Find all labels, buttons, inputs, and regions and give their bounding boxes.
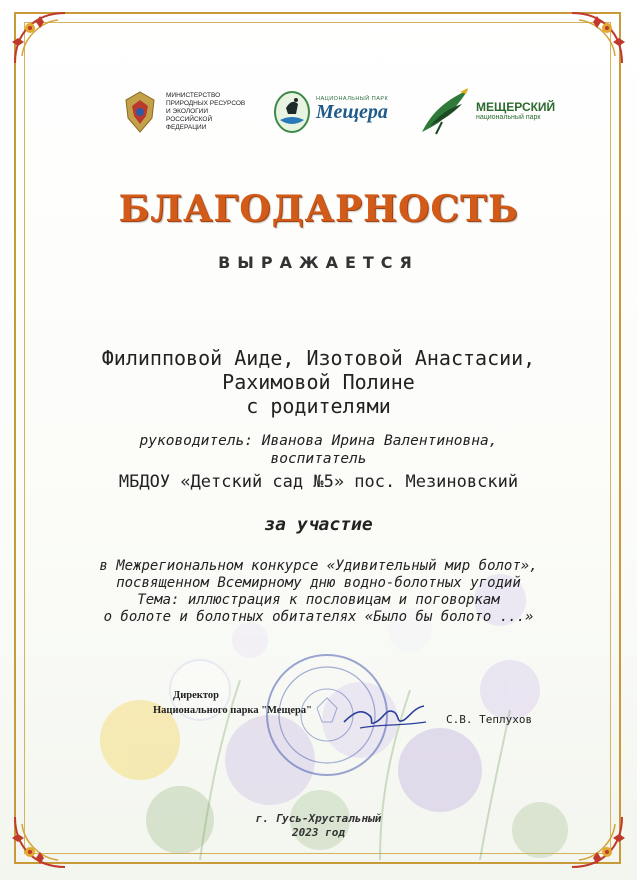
- contest-description: [40, 558, 597, 626]
- recipients-line: с родителями: [246, 394, 391, 418]
- contest-line: в Межрегиональном конкурсе «Удивительный мир болот»,: [99, 558, 538, 574]
- park-name: Мещера: [316, 101, 388, 123]
- city: г. Гусь-Хрустальный: [255, 812, 382, 825]
- leader-line: воспитатель: [270, 451, 367, 467]
- role-line: Директор: [173, 690, 219, 701]
- certificate-title: БЛАГОДАРНОСТЬ: [118, 188, 519, 230]
- ministry-logo: [120, 88, 246, 136]
- certificate-subtitle: ВЫРАЖАЕТСЯ: [218, 253, 419, 272]
- contest-line: Тема: иллюстрация к пословицам и поговоркам: [137, 592, 500, 608]
- logo-row: [0, 80, 637, 150]
- signature-icon: [340, 698, 430, 734]
- crane-bird-icon: [416, 82, 476, 138]
- park-logo: [272, 84, 388, 134]
- role-line: Национального парка "Мещера": [153, 705, 312, 716]
- meshchersky-logo: [416, 82, 555, 138]
- meshchersky-name: МЕЩЕРСКИЙ: [476, 99, 556, 114]
- park-label: НАЦИОНАЛЬНЫЙ ПАРК: [316, 96, 389, 102]
- leader: [40, 432, 597, 468]
- ministry-name: МИНИСТЕРСТВО ПРИРОДНЫХ РЕСУРСОВ И ЭКОЛОГИИ РОССИЙСКОЙ ФЕДЕРАЦИИ: [166, 92, 246, 131]
- contest-line: о болоте и болотных обитателях «Было бы болото ...»: [103, 609, 534, 625]
- meshchersky-label: национальный парк: [476, 113, 541, 121]
- participation-label: за участие: [264, 514, 373, 535]
- school-name: МБДОУ «Детский сад №5» пос. Мезиновский: [118, 472, 519, 492]
- corner-ornament-icon: [567, 8, 627, 68]
- signatory-name: С.В. Теплухов: [446, 713, 533, 726]
- year: 2023 год: [292, 826, 345, 839]
- recipients-line: Рахимовой Полине: [222, 370, 415, 394]
- signatory-role: [153, 688, 312, 718]
- recipients: [40, 346, 597, 418]
- recipients-line: Филипповой Аиде, Изотовой Анастасии,: [101, 346, 536, 370]
- heron-icon: [272, 84, 312, 134]
- corner-ornament-icon: [10, 8, 70, 68]
- contest-line: посвященном Всемирному дню водно-болотных угодий: [116, 575, 521, 591]
- place-and-year: [0, 812, 637, 840]
- leader-line: руководитель: Иванова Ирина Валентиновна,: [139, 433, 498, 449]
- eagle-emblem-icon: [120, 88, 160, 136]
